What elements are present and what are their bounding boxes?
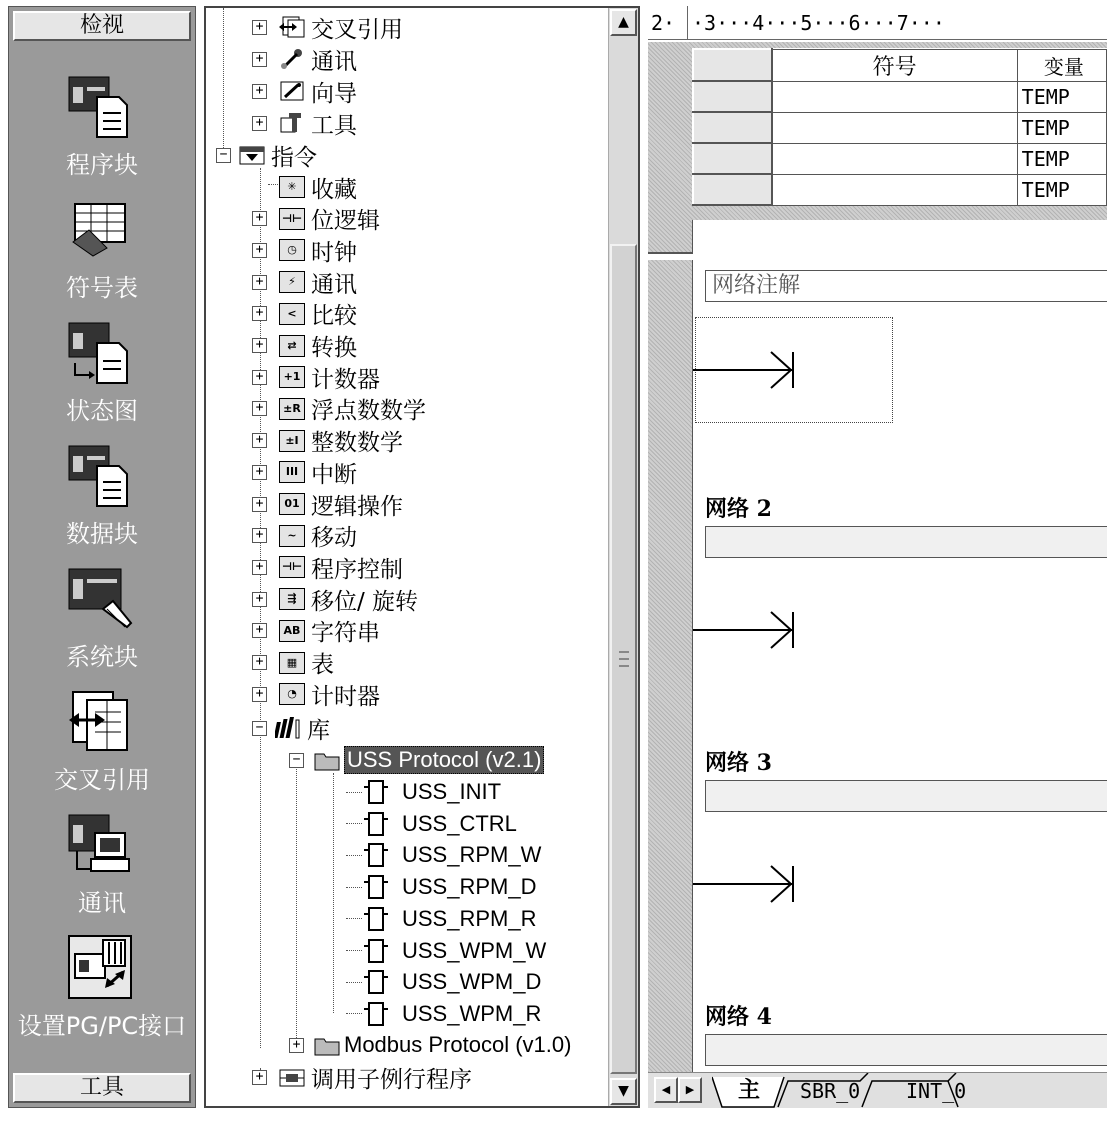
folder-icon — [314, 1034, 340, 1056]
expand-toggle[interactable]: + — [252, 528, 267, 543]
tree-item-instruction-category[interactable] — [252, 235, 357, 265]
status-chart-icon — [67, 319, 133, 385]
nav-label: 系统块 — [66, 643, 138, 671]
tab-scroll-right-button[interactable]: ▶ — [678, 1077, 702, 1103]
communication-icon — [279, 48, 305, 70]
program-editor — [648, 6, 1107, 1108]
network-3-rung — [693, 854, 803, 904]
tab-int-0[interactable]: INT_0 — [906, 1079, 967, 1103]
network-2-title: 网络 2 — [705, 496, 772, 522]
tree-item-label: 表 — [311, 652, 334, 678]
ladder-canvas[interactable] — [692, 260, 1107, 1072]
expand-toggle[interactable]: + — [252, 1070, 267, 1085]
expand-toggle[interactable]: + — [252, 560, 267, 575]
expand-toggle[interactable]: + — [252, 116, 267, 131]
subroutine-block-icon — [364, 811, 388, 837]
network-4-comment-field[interactable] — [705, 1034, 1107, 1066]
tree-item-instruction-category[interactable] — [252, 172, 357, 202]
expand-toggle[interactable]: + — [252, 623, 267, 638]
tree-item-instruction-category[interactable] — [252, 679, 380, 709]
tree-item-uss-instruction[interactable] — [346, 999, 541, 1029]
tree-item-label: USS_WPM_W — [402, 937, 547, 963]
tools-icon — [279, 112, 305, 134]
tree-item-instruction-category[interactable] — [252, 331, 357, 361]
tree-item-instruction-category[interactable] — [252, 521, 357, 551]
tree-item-instruction-category[interactable] — [252, 426, 403, 456]
tree-guide-line — [296, 758, 297, 1048]
data-block-icon — [67, 442, 133, 508]
tree-item-label: USS_RPM_D — [402, 874, 537, 900]
nav-cross-reference[interactable] — [9, 688, 195, 806]
tree-item-instruction-category[interactable] — [252, 267, 357, 297]
network-3-comment-field[interactable] — [705, 780, 1107, 812]
tree-item-instruction-category[interactable] — [252, 648, 334, 678]
tree-item-instruction-category[interactable] — [252, 616, 380, 646]
tree-item-instruction-category[interactable] — [252, 394, 426, 424]
shift-rotate-icon: ⇶ — [279, 588, 305, 610]
nav-set-pg-pc-interface[interactable] — [9, 934, 195, 1052]
row-header[interactable] — [693, 81, 772, 112]
expand-toggle[interactable]: + — [252, 370, 267, 385]
expand-toggle[interactable]: + — [252, 52, 267, 67]
subroutine-block-icon — [364, 1001, 388, 1027]
tree-guide-line — [223, 8, 224, 148]
nav-symbol-table[interactable] — [9, 196, 195, 314]
tree-item-label: 交叉引用 — [311, 16, 403, 43]
tree-guide-line — [346, 887, 362, 888]
system-block-icon — [67, 565, 133, 631]
symbol-table-icon — [67, 196, 133, 262]
nav-label: 状态图 — [66, 397, 138, 425]
subroutine-block-icon — [364, 779, 388, 805]
expand-toggle[interactable]: + — [252, 84, 267, 99]
tree-item-library[interactable] — [252, 713, 330, 743]
var-type-cell[interactable]: TEMP — [1017, 174, 1106, 205]
expand-toggle[interactable]: + — [252, 338, 267, 353]
ladder-code-area — [648, 260, 1107, 1072]
table-icon: ▦ — [279, 652, 305, 674]
subroutine-block-icon — [364, 969, 388, 995]
expand-toggle[interactable]: + — [252, 20, 267, 35]
tree-item-uss-instruction[interactable] — [346, 777, 501, 807]
bit-logic-icon: ⊣⊢ — [279, 208, 305, 230]
nav-status-chart[interactable] — [9, 319, 195, 437]
tree-item-label: 指令 — [271, 144, 317, 171]
nav-program-block[interactable] — [9, 73, 195, 191]
tree-item-label: 计数器 — [311, 366, 380, 393]
scroll-down-button[interactable]: ▼ — [610, 1078, 637, 1105]
clock-icon: ◷ — [279, 239, 305, 261]
subroutine-block-icon — [364, 874, 388, 900]
communication-icon — [67, 811, 133, 877]
nav-label: 交叉引用 — [54, 766, 150, 794]
symbol-cell[interactable] — [772, 143, 1018, 174]
row-header[interactable] — [693, 143, 772, 174]
subroutine-block-icon — [364, 842, 388, 868]
float-math-icon: ±R — [279, 398, 305, 420]
expand-toggle[interactable]: + — [252, 211, 267, 226]
tree-item-label: 逻辑操作 — [311, 493, 403, 520]
convert-icon: ⇄ — [279, 335, 305, 357]
tree-item-uss-instruction[interactable] — [346, 809, 517, 839]
column-header-var-type[interactable]: 变量 — [1017, 49, 1106, 81]
network-2-comment-field[interactable] — [705, 526, 1107, 558]
subroutine-block-icon — [364, 906, 388, 932]
tree-guide-line — [346, 823, 362, 824]
network-2-rung — [693, 600, 803, 650]
nav-label: 数据块 — [66, 520, 138, 548]
tree-item-label: 工具 — [311, 112, 357, 139]
tree-item-label: 时钟 — [311, 239, 357, 266]
var-type-cell[interactable]: TEMP — [1017, 81, 1106, 112]
subroutine-block-icon — [364, 938, 388, 964]
tree-item-label: 通讯 — [311, 271, 357, 298]
grip-icon — [619, 651, 629, 667]
tree-item-uss-instruction[interactable] — [346, 904, 536, 934]
tree-item-instruction-category[interactable] — [252, 584, 418, 614]
string-icon: AB — [279, 620, 305, 642]
counter-icon: +1 — [279, 366, 305, 388]
timer-icon: ◔ — [279, 683, 305, 705]
tree-item-label: 程序控制 — [311, 556, 403, 583]
tree-item-call-subroutine[interactable] — [252, 1062, 472, 1092]
expand-toggle[interactable]: + — [252, 433, 267, 448]
wizard-icon — [279, 80, 305, 102]
tree-item-instructions[interactable] — [216, 140, 317, 170]
expand-toggle[interactable]: + — [252, 243, 267, 258]
column-ruler — [648, 6, 1107, 40]
cross-reference-icon — [67, 688, 133, 754]
tree-item-label: 向导 — [311, 80, 357, 107]
tree-guide-line — [346, 792, 362, 793]
tree-item-label: USS_WPM_D — [402, 969, 542, 995]
expand-toggle[interactable]: + — [252, 592, 267, 607]
compare-icon: < — [279, 303, 305, 325]
table-row — [693, 81, 1107, 112]
tree-item-uss-protocol[interactable] — [289, 745, 544, 775]
cross-reference-icon — [279, 16, 305, 38]
tree-guide-line — [346, 1013, 362, 1014]
tree-item-uss-instruction[interactable] — [346, 840, 541, 870]
column-header-symbol[interactable]: 符号 — [772, 49, 1018, 81]
expand-toggle[interactable]: + — [252, 655, 267, 670]
tree-item-label: 中断 — [311, 461, 357, 488]
tree-item-label: 字符串 — [311, 620, 380, 647]
nav-data-block[interactable] — [9, 442, 195, 560]
tree-item-modbus-protocol[interactable] — [289, 1030, 571, 1060]
tree-item-label-selected: USS Protocol (v2.1) — [344, 746, 544, 774]
network-comment-field[interactable]: 网络注解 — [705, 270, 1107, 302]
tree-item-label: 整数数学 — [311, 430, 403, 457]
network-4-title: 网络 4 — [705, 1004, 772, 1030]
tree-item-cross-reference[interactable] — [252, 12, 403, 42]
tree-item-communication[interactable] — [252, 44, 357, 74]
symbol-cell[interactable] — [772, 174, 1018, 205]
tree-item-instruction-category[interactable] — [252, 204, 380, 234]
table-header-row — [693, 49, 1107, 81]
expand-toggle[interactable]: + — [252, 465, 267, 480]
instruction-tree-panel — [204, 6, 640, 1108]
tree-item-label: 通讯 — [311, 48, 357, 75]
tree-guide-line — [346, 855, 362, 856]
nav-label: 符号表 — [66, 274, 138, 302]
ruler-head: 2· — [648, 6, 688, 40]
interrupt-icon: III — [279, 461, 305, 483]
ruler-scale: ·3···4···5···6···7··· — [692, 11, 945, 35]
row-header[interactable] — [693, 174, 772, 205]
collapse-toggle[interactable]: − — [216, 148, 231, 163]
communication-icon: ⚡ — [279, 271, 305, 293]
tree-guide-line — [346, 918, 362, 919]
tree-item-label: USS_RPM_W — [402, 842, 542, 868]
view-header-button[interactable]: 检视 — [13, 11, 191, 41]
tree-guide-line — [346, 982, 362, 983]
symbol-cell[interactable] — [772, 81, 1018, 112]
scroll-up-button[interactable]: ▲ — [610, 9, 637, 36]
tree-item-label: 位逻辑 — [311, 208, 380, 235]
expand-toggle[interactable]: + — [252, 275, 267, 290]
nav-communication[interactable] — [9, 811, 195, 929]
var-type-cell[interactable]: TEMP — [1017, 112, 1106, 143]
view-navigation-bar — [8, 6, 196, 1108]
tools-footer-button[interactable]: 工具 — [13, 1073, 191, 1103]
library-icon — [275, 717, 301, 739]
tree-item-instruction-category[interactable] — [252, 457, 357, 487]
program-block-icon — [67, 73, 133, 139]
local-variable-table — [692, 48, 1107, 206]
program-tab-bar — [648, 1072, 1107, 1108]
local-variable-table-area — [648, 42, 1107, 254]
tree-item-label: 移位/ 旋转 — [311, 588, 419, 615]
network-3-title: 网络 3 — [705, 750, 772, 776]
call-subroutine-icon — [279, 1066, 305, 1088]
tree-item-instruction-category[interactable] — [252, 299, 357, 329]
collapse-toggle[interactable]: − — [289, 753, 304, 768]
tree-item-instruction-category[interactable] — [252, 552, 403, 582]
tree-item-label: 浮点数数学 — [311, 398, 426, 425]
expand-toggle[interactable]: + — [252, 687, 267, 702]
favorites-icon: ✳ — [279, 176, 305, 198]
tree-guide-line — [346, 950, 362, 951]
table-row — [693, 174, 1107, 205]
tab-scroll-left-button[interactable]: ◀ — [654, 1077, 678, 1103]
tree-guide-line — [333, 773, 334, 1013]
tree-item-label: 库 — [307, 717, 330, 744]
table-row — [693, 143, 1107, 174]
nav-label: 程序块 — [66, 151, 138, 179]
tree-item-label: 移动 — [311, 525, 357, 552]
tree-item-tools[interactable] — [252, 108, 357, 138]
tree-item-instruction-category[interactable] — [252, 362, 380, 392]
nav-label: 通讯 — [78, 889, 126, 917]
variable-table-empty-area — [692, 220, 1107, 254]
tree-item-label: 收藏 — [311, 176, 357, 203]
tree-item-label: 比较 — [311, 303, 357, 330]
folder-icon — [314, 749, 340, 771]
tab-main[interactable]: 主 — [738, 1078, 761, 1103]
corner-cell — [693, 49, 772, 81]
integer-math-icon: ±I — [279, 430, 305, 452]
tree-item-label: USS_CTRL — [402, 810, 517, 836]
expand-toggle[interactable]: + — [252, 497, 267, 512]
tree-item-label: Modbus Protocol (v1.0) — [344, 1032, 572, 1057]
logic-operation-icon: 01 — [279, 493, 305, 515]
expand-toggle[interactable]: + — [252, 306, 267, 321]
scrollbar-thumb[interactable] — [610, 244, 637, 1074]
tree-item-label: 调用子例行程序 — [311, 1066, 472, 1093]
tree-item-uss-instruction[interactable] — [346, 967, 541, 997]
tab-sbr-0[interactable]: SBR_0 — [800, 1079, 861, 1103]
tree-item-label: USS_WPM_R — [402, 1000, 542, 1026]
tree-item-instruction-category[interactable] — [252, 489, 403, 519]
collapse-toggle[interactable]: − — [252, 721, 267, 736]
program-control-icon: ⊣⊢ — [279, 556, 305, 578]
nav-system-block[interactable] — [9, 565, 195, 683]
instructions-icon — [239, 144, 265, 166]
tree-item-uss-instruction[interactable] — [346, 936, 546, 966]
tree-item-uss-instruction[interactable] — [346, 872, 536, 902]
row-header[interactable] — [693, 112, 772, 143]
pg-pc-interface-icon — [67, 934, 133, 1000]
expand-toggle[interactable]: + — [289, 1038, 304, 1053]
tree-item-wizard[interactable] — [252, 76, 357, 106]
table-row — [693, 112, 1107, 143]
nav-label: 设置PG/PC接口 — [17, 1012, 187, 1040]
tree-item-label: USS_RPM_R — [402, 905, 537, 931]
tree-item-label: 计时器 — [311, 683, 380, 710]
network-1-rung — [693, 340, 803, 390]
move-icon: ~ — [279, 525, 305, 547]
tree-vertical-scrollbar[interactable] — [608, 8, 638, 1106]
tree-item-label: 转换 — [311, 335, 357, 361]
tree-item-label: USS_INIT — [402, 779, 502, 804]
symbol-cell[interactable] — [772, 112, 1018, 143]
var-type-cell[interactable]: TEMP — [1017, 143, 1106, 174]
expand-toggle[interactable]: + — [252, 401, 267, 416]
